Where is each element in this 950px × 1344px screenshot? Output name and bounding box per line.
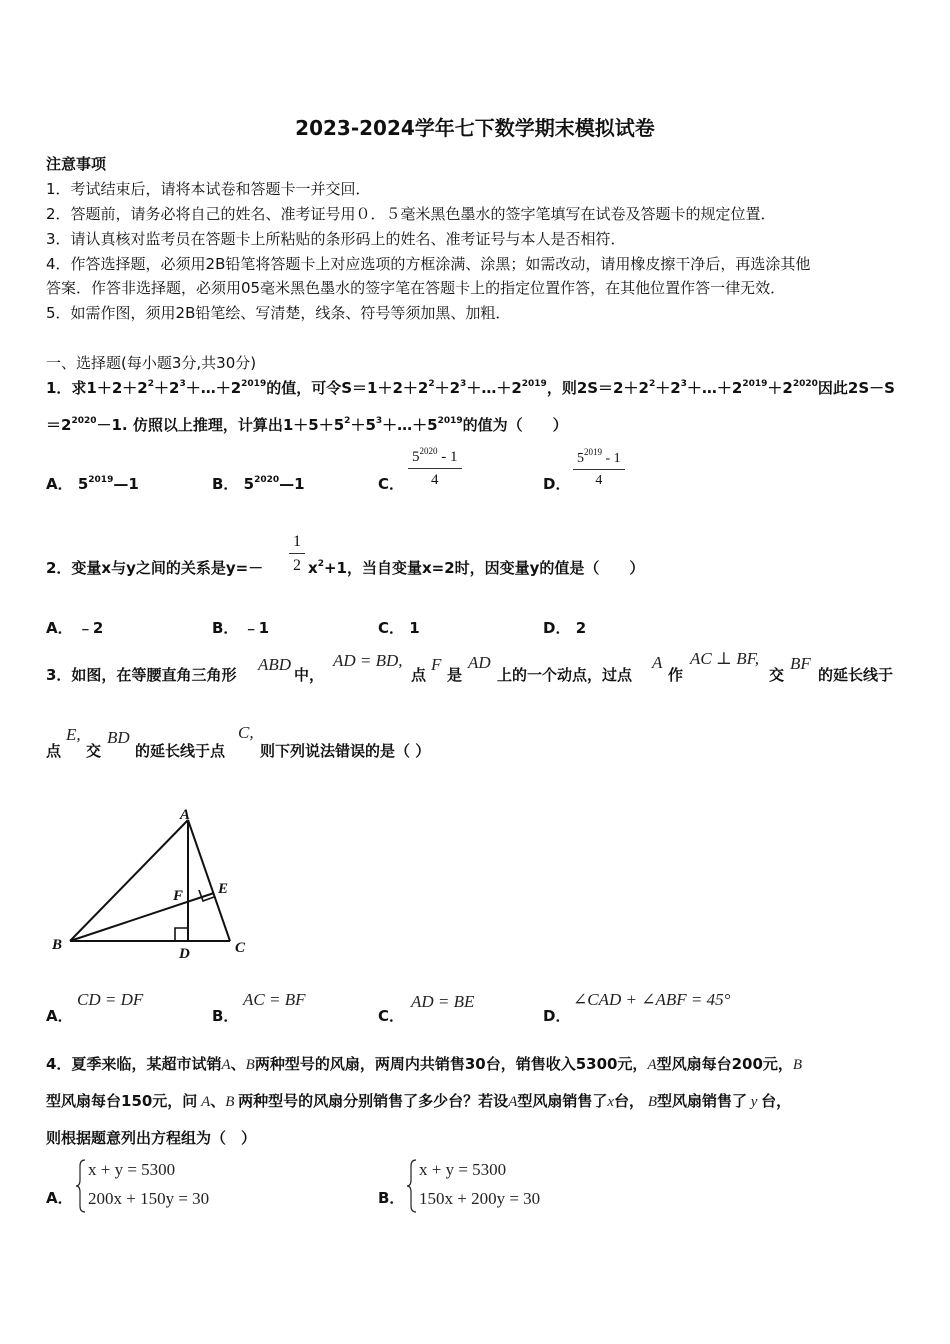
note-item-4: 4．作答选择题，必须用2B铅笔将答题卡上对应选项的方框涂满、涂黑；如需改动，请用橡皮擦干净后，再选涂其他 [46,255,811,273]
q3-text-zhong: 中， [294,666,325,684]
section-heading: 一、选择题(每小题3分,共30分) [46,354,257,372]
q2-fraction: $\frac{1}{2}$ [289,533,305,575]
figure-label-f: F [173,888,184,904]
q4-option-b-eq2[interactable]: 150x + 200y = 30 [419,1189,541,1208]
q3-option-a[interactable]: CD = DF [77,990,144,1009]
q1-option-c-fraction: $\frac{5^{2020} - 1}{4}$ [408,449,462,489]
q3-text-jiao2: 交 [86,742,102,760]
q1-option-c-label[interactable]: C． [378,475,405,493]
q1-option-a[interactable]: A． $5^{2019}—1$ [46,475,139,493]
q4-option-b-brace [405,1158,419,1214]
q3-option-c[interactable]: AD = BE [411,992,475,1011]
line-be [70,893,214,941]
q2-stem-part2: $x^2+1$，当自变量x=2时，因变量y的值是（ ） [308,559,645,577]
q4-option-a-brace [74,1158,88,1214]
q3-math-f: F [431,655,442,674]
q3-text-dian2: 点 [46,742,62,760]
q3-option-d[interactable]: ∠CAD + ∠ABF = 45° [573,990,731,1009]
q3-text-zuo: 作 [668,666,684,684]
q3-math-e: E, [66,725,81,744]
q3-text-extension2: 的延长线于点 [135,742,226,760]
right-angle-d [175,928,188,941]
q3-text-shi: 是 [447,666,463,684]
figure-label-b: B [52,937,63,953]
q4-option-a-label[interactable]: A． [46,1189,73,1207]
note-item-4-cont: 答案．作答非选择题，必须用05毫米黑色墨水的签字笔在答题卡上的指定位置作答，在其他位置作答一律无效． [46,279,786,297]
q2-option-d[interactable]: D． 2 [543,619,587,637]
q3-math-ac-perp-bf: AC ⊥ BF, [690,649,760,668]
edge-ba [70,820,188,941]
q3-stem-part1: 3．如图，在等腰直角三角形 [46,666,237,684]
figure-label-a: A [180,807,191,823]
q3-math-a: A [652,653,663,672]
q3-text-question: 则下列说法错误的是（ ） [260,742,431,760]
q3-option-c-label[interactable]: C． [378,1007,405,1025]
q2-option-a[interactable]: A． ﹣2 [46,619,104,637]
q4-option-b-label[interactable]: B． [378,1189,405,1207]
q3-math-bf: BF [790,654,811,673]
figure-label-e: E [218,881,229,897]
page-title: 2023-2024学年七下数学期末模拟试卷 [295,116,655,140]
q1-option-b[interactable]: B． $5^{2020}—1$ [212,475,305,493]
q1-option-d-fraction: $\frac{5^{2019} - 1}{4}$ [573,451,625,489]
q3-text-jiao: 交 [769,666,785,684]
note-item-1: 1．考试结束后，请将本试卷和答题卡一并交回． [46,180,371,198]
note-item-5: 5．如需作图，须用2B铅笔绘、写清楚，线条、符号等须加黑、加粗． [46,304,511,322]
q3-text-moving-point: 上的一个动点，过点 [497,666,633,684]
q3-math-ad: AD [468,653,491,672]
q4-option-b-eq1[interactable]: x + y = 5300 [419,1160,507,1179]
q4-line1: 4．夏季来临，某超市试销A、B两种型号的风扇，两周内共销售30台，销售收入5300元，A型风扇每台200元，B [46,1055,803,1073]
q3-option-b[interactable]: AC = BF [243,990,306,1009]
q4-line3: 则根据题意列出方程组为（ ） [46,1129,257,1147]
q2-option-b[interactable]: B． ﹣1 [212,619,270,637]
q2-option-c[interactable]: C． 1 [378,619,420,637]
q1-option-d-label[interactable]: D． [543,475,571,493]
q3-text-dian: 点 [411,666,427,684]
notes-heading: 注意事项 [46,155,107,173]
q2-stem-part1: 2．变量x与y之间的关系是y=－ [46,559,264,577]
q1-line1: 1．求$1+2+2^2+2^3+\dots+2^{2019}$的值，可令$S=1+2+2^2+2^3+\dots+2^{2019}$，则$2S=2+2^2+2^3+\dots+2^{2019}+2^{2020}$因此2S－S [46,379,895,397]
q3-option-a-label[interactable]: A． [46,1007,73,1025]
note-item-2: 2．答题前，请务必将自己的姓名、准考证号用０．５毫米黑色墨水的签字笔填写在试卷及答题卡的规定位置． [46,205,776,223]
q1-line2: $=2^{2020}-1$. 仿照以上推理，计算出$1+5+5^2+5^3+\dots+5^{2019}$的值为（ ） [46,416,568,434]
q3-math-abd: ABD [258,655,292,674]
q3-option-d-label[interactable]: D． [543,1007,571,1025]
note-item-3: 3．请认真核对监考员在答题卡上所粘贴的条形码上的姓名、准考证号与本人是否相符． [46,230,626,248]
q3-math-ad-bd: AD = BD, [333,651,403,670]
q3-math-c: C, [238,723,254,742]
q4-option-a-eq1[interactable]: x + y = 5300 [88,1160,176,1179]
figure-label-c: C [235,940,246,956]
q3-text-extension: 的延长线于 [818,666,894,684]
q4-line2: 型风扇每台150元，问 A、B 两种型号的风扇分别销售了多少台？若设A型风扇销售了x台， B型风扇销售了 y 台， [46,1092,792,1110]
q3-option-b-label[interactable]: B． [212,1007,239,1025]
figure-label-d: D [179,946,190,962]
q3-math-bd: BD [107,728,130,747]
q3-triangle-figure [40,800,270,970]
q4-option-a-eq2[interactable]: 200x + 150y = 30 [88,1189,210,1208]
